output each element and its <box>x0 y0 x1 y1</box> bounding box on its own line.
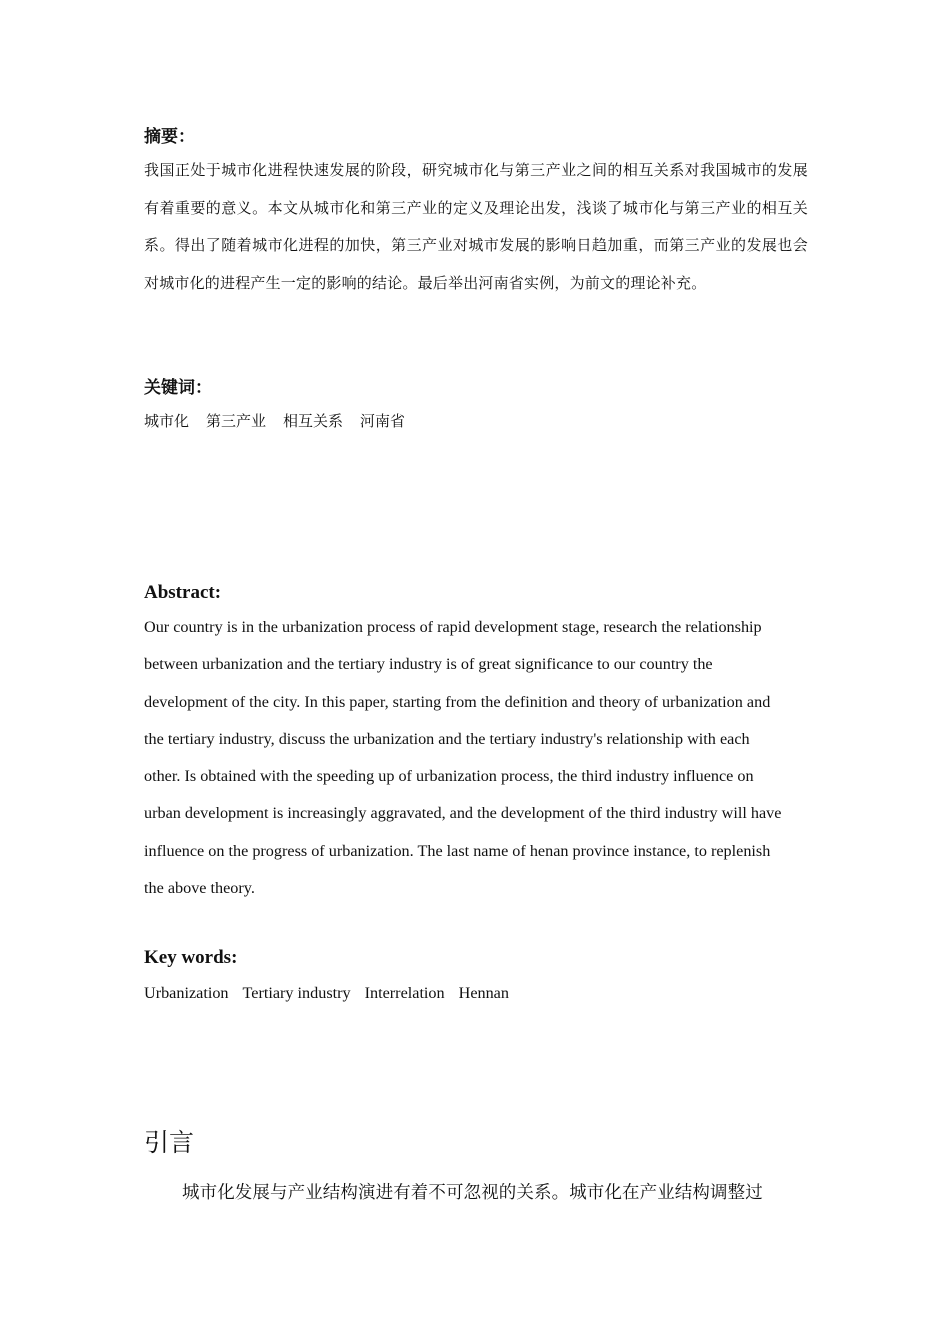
abstract-en-line: development of the city. In this paper, starting from the definition and theory of urbanization and <box>144 692 771 711</box>
keyword-en-item: Interrelation <box>364 984 445 1002</box>
keyword-cn-item: 第三产业 <box>206 412 267 430</box>
abstract-en-body <box>144 609 814 907</box>
abstract-en-line: urban development is increasingly aggravated, and the development of the third industry will have <box>144 804 782 823</box>
keyword-en-item: Tertiary industry <box>242 984 351 1002</box>
abstract-en-line: influence on the progress of urbanization. The last name of henan province instance, to replenish <box>144 841 771 860</box>
introduction-paragraph: 城市化发展与产业结构演进有着不可忽视的关系。城市化在产业结构调整过 <box>182 1183 763 1203</box>
introduction-title: 引言 <box>144 1128 195 1157</box>
abstract-cn-heading: 摘要： <box>144 127 195 147</box>
abstract-en-line: between urbanization and the tertiary industry is of great significance to our country the <box>144 655 713 674</box>
keyword-en-item: Hennan <box>458 984 509 1002</box>
keywords-en-list <box>144 983 523 1003</box>
abstract-en-line: other. Is obtained with the speeding up of urbanization process, the third industry influence on <box>144 767 754 786</box>
abstract-en-line: Our country is in the urbanization process of rapid development stage, research the relationship <box>144 618 762 636</box>
keyword-cn-item: 相互关系 <box>283 412 344 430</box>
keyword-en-item: Urbanization <box>144 984 229 1002</box>
abstract-en-heading: Abstract: <box>144 582 222 603</box>
abstract-en-line: the tertiary industry, discuss the urbanization and the tertiary industry's relationship with each <box>144 729 750 748</box>
keywords-en-heading: Key words: <box>144 947 238 968</box>
keywords-cn-heading: 关键词： <box>144 378 212 398</box>
abstract-en-line: the above theory. <box>144 879 255 898</box>
keyword-cn-item: 城市化 <box>144 412 190 430</box>
keywords-cn-list <box>144 411 422 431</box>
keyword-cn-item: 河南省 <box>360 412 406 430</box>
abstract-cn-body: 我国正处于城市化进程快速发展的阶段，研究城市化与第三产业之间的相互关系对我国城市的发展有着重要的意义。本文从城市化和第三产业的定义及理论出发，浅谈了城市化与第三产业的相互关系。得出了随着城市化进程的加快，第三产业对城市发展的影响日趋加重，而第三产业的发展也会对城市化的进程产生一定的影响的结论。最后举出河南省实例，为前文的理论补充。 <box>144 161 808 292</box>
